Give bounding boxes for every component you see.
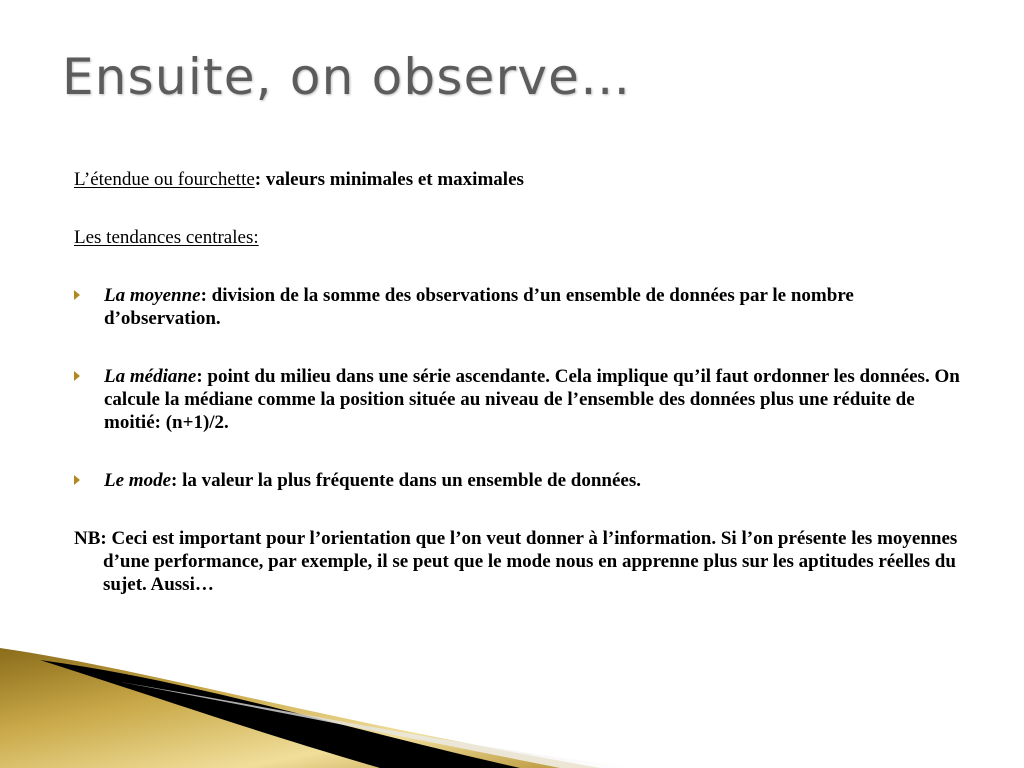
triangle-right-icon [74,475,80,485]
gold-wave-decoration [0,600,1024,768]
range-text: : valeurs minimales et maximales [254,169,524,190]
note-paragraph: NB: Ceci est important pour l’orientation que l’on veut donner à l’information. Si l’on présente les moyennes d’une performance, par exemple, il se peut que le mode nous en apprenne plus sur les aptitudes réelles du sujet. Aussi… [74,528,958,595]
slide-title: Ensuite, on observe… [62,48,632,106]
bullet-text-mediane: : point du milieu dans une série ascendante. Cela implique qu’il faut ordonner les données. On calcule la médiane comme la position située au niveau de l’ensemble des données plus une réduite de moitié: (n+1)/2. [104,366,960,433]
bullet-term-mediane: La médiane [104,366,197,387]
range-label: L’étendue ou fourchette [74,169,255,190]
slide-body [74,168,964,631]
bullet-item-mode [74,469,964,492]
bullet-item-moyenne [74,284,964,330]
central-heading-line [74,226,964,249]
triangle-right-icon [74,290,80,300]
range-line [74,168,964,191]
bullet-item-mediane [74,365,964,434]
bullet-term-mode: Le mode [104,470,172,491]
bullet-text-mode: : la valeur la plus fréquente dans un ensemble de données. [171,470,641,491]
bullet-text-moyenne: : division de la somme des observations d’un ensemble de données par le nombre d’observation. [104,285,854,329]
triangle-right-icon [74,371,80,381]
central-heading: Les tendances centrales: [74,227,259,248]
bullet-term-moyenne: La moyenne [104,285,201,306]
